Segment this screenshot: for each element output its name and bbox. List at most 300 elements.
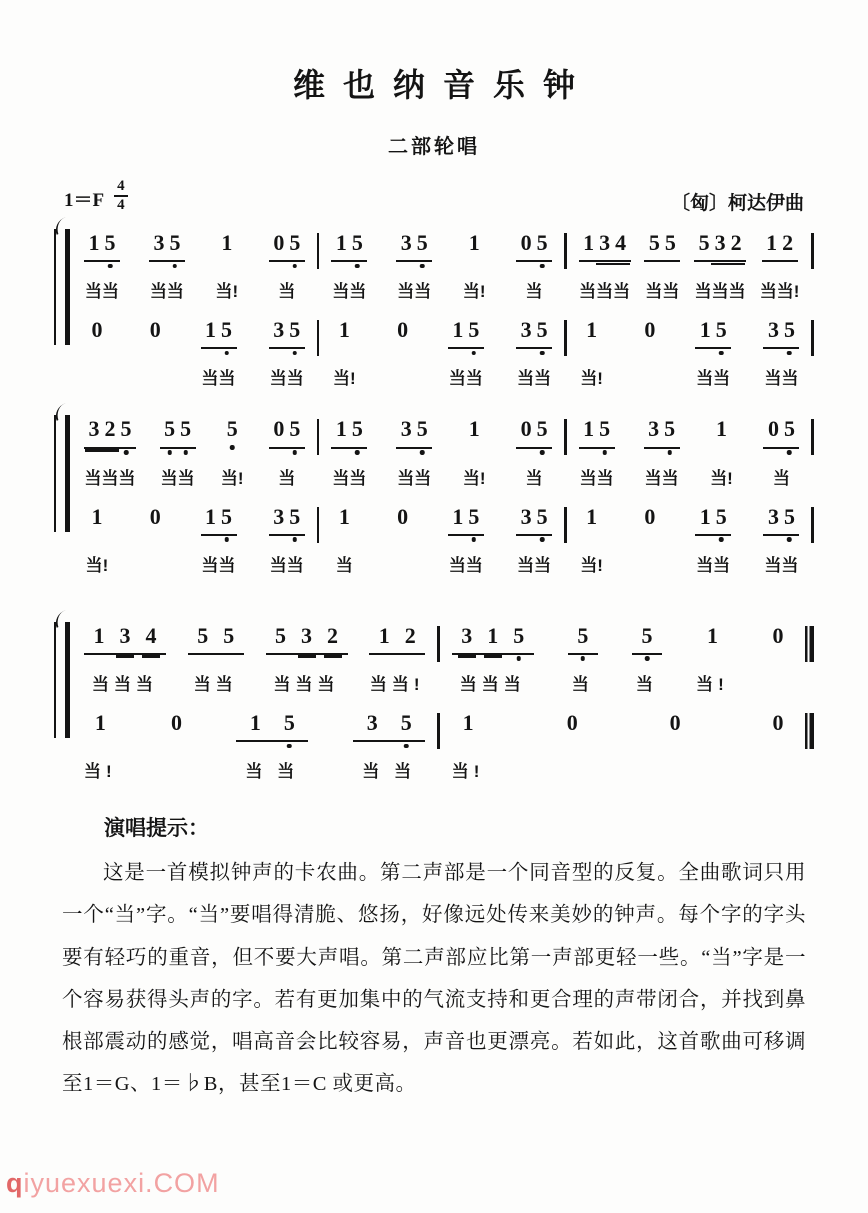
system-lines <box>72 417 814 575</box>
rest-digit: 0 <box>566 709 578 735</box>
note-group <box>516 231 552 302</box>
lyric: 当 <box>525 282 543 302</box>
note-group <box>266 624 348 695</box>
note-digit: 2 <box>404 622 416 648</box>
note-group <box>568 624 598 695</box>
note-digits <box>660 711 690 742</box>
note-digit: 3 <box>273 317 285 343</box>
note-digit: 1 <box>766 230 778 255</box>
note-group <box>637 318 663 387</box>
note-digit: 3 <box>400 230 412 255</box>
lyric: 当 <box>278 282 296 302</box>
note-group <box>84 318 110 387</box>
note-group <box>579 505 605 576</box>
note-digit: 1 <box>249 709 261 735</box>
lyric: 当当 <box>269 555 304 575</box>
note-group <box>694 231 746 302</box>
note-group <box>695 505 731 576</box>
note-digits <box>396 231 432 262</box>
song-subtitle: 二部轮唱 <box>388 136 480 158</box>
note-digits <box>396 417 432 448</box>
final-barline-icon <box>805 626 814 662</box>
notes-paragraph: 这是一首模拟钟声的卡农曲。第二声部是一个同音型的反复。全曲歌词只用一个“当”字。“当”要唱得清脆、悠扬，好像远处传来美妙的钟声。每个字的字头要有轻巧的重音，但不要大声唱。第二声部应比第一声部更轻一些。“当”字是一个容易获得头声的字。若有更加集中的气流支持和更合理的声带闭合，并找到鼻根部震动的感觉，唱高音会比较容易，声音也更漂亮。若如此，这首歌曲可移调至1＝G、1＝♭B，甚至1＝C 或更高。 <box>62 862 806 1096</box>
voice-1-line <box>72 231 814 302</box>
note-digit: 5 <box>781 417 797 441</box>
key-signature: 1＝F <box>64 189 105 211</box>
note-digit: 5 <box>534 505 550 529</box>
rest-digit: 0 <box>149 503 161 529</box>
note-digit: 3 <box>712 231 728 255</box>
lyric: 当当 <box>149 282 184 302</box>
note-group <box>269 231 305 302</box>
note-group <box>461 417 487 488</box>
note-group <box>84 505 110 576</box>
lyric: 当当 <box>201 369 236 389</box>
lyric: 当当 <box>269 369 304 389</box>
note-digit: 1 <box>583 230 595 255</box>
lyric: 当! <box>451 762 485 782</box>
note-digit: 1 <box>468 416 480 442</box>
note-digit: 2 <box>102 417 118 441</box>
note-digits <box>269 505 305 536</box>
note-group <box>637 505 663 574</box>
rest-digit: 0 <box>273 230 285 255</box>
note-digit: 5 <box>287 318 303 342</box>
note-digit: 1 <box>205 317 217 343</box>
lyric: 当当 <box>193 674 238 694</box>
note-digits <box>448 505 484 536</box>
note-digit: 1 <box>716 416 728 442</box>
note-group <box>149 231 185 302</box>
note-digits <box>269 231 305 262</box>
note-digit: 1 <box>338 317 350 343</box>
note-digits <box>695 318 731 349</box>
notes-heading: 演唱提示： <box>104 817 209 841</box>
note-digit: 1 <box>707 622 718 648</box>
note-group <box>579 231 631 302</box>
lyric: 当当 <box>644 468 679 488</box>
lyric: 当! <box>696 674 729 694</box>
rest-digit: 0 <box>520 416 532 442</box>
note-digits <box>763 624 793 655</box>
lyric: 当 <box>525 468 543 488</box>
note-group <box>396 417 432 488</box>
note-digits <box>162 711 192 742</box>
note-digit: 5 <box>534 231 550 255</box>
note-digit: 3 <box>273 503 285 529</box>
note-digits <box>236 711 308 742</box>
note-digits <box>632 624 662 655</box>
rest-digit: 0 <box>91 317 103 343</box>
note-digit: 1 <box>91 503 103 529</box>
lyric: 当当当 <box>579 282 631 302</box>
lyric: 当当 <box>448 555 483 575</box>
note-digits <box>145 318 165 349</box>
rest-digit: 0 <box>520 230 532 255</box>
note-group <box>188 624 244 695</box>
lyric: 当! <box>462 468 486 488</box>
lyric: 当 <box>335 555 353 575</box>
note-digit: 5 <box>349 417 365 441</box>
note-digit: 1 <box>338 503 350 529</box>
note-digits <box>84 417 136 448</box>
lyric: 当! <box>580 369 603 389</box>
note-group <box>696 624 729 695</box>
voice-2-line <box>72 711 814 782</box>
voice-1-line <box>72 624 814 695</box>
lyric: 当! <box>215 282 239 302</box>
note-digit: 5 <box>781 505 797 529</box>
note-digit: 1 <box>221 230 233 255</box>
note-digits <box>568 624 598 655</box>
note-digit: 1 <box>93 622 105 648</box>
note-group <box>84 417 136 488</box>
note-digit: 3 <box>86 417 102 441</box>
lyric: 当当当 <box>459 674 526 694</box>
system-bracket-icon <box>54 229 70 345</box>
note-group <box>84 231 120 302</box>
lyric: 当当 <box>764 369 799 389</box>
note-digit: 5 <box>197 622 209 648</box>
rest-digit: 0 <box>644 317 656 343</box>
note-digits <box>762 231 798 262</box>
note-digit: 5 <box>662 417 678 441</box>
note-digits <box>217 231 237 262</box>
note-digit: 1 <box>485 624 501 648</box>
note-group <box>201 318 237 389</box>
note-digit: 3 <box>767 503 779 529</box>
watermark <box>6 1168 220 1199</box>
note-digit: 1 <box>699 317 711 343</box>
lyric: 当当 <box>696 369 731 389</box>
note-digits <box>582 318 602 349</box>
note-digits <box>516 417 552 448</box>
note-group <box>219 417 245 488</box>
note-digits <box>464 417 484 448</box>
note-digits <box>516 318 552 349</box>
note-digit: 5 <box>534 318 550 342</box>
watermark-bold-letter: q <box>6 1168 24 1198</box>
note-group <box>142 318 168 387</box>
note-group <box>660 711 690 780</box>
note-digit: 5 <box>162 417 178 441</box>
note-group <box>84 711 117 782</box>
lyric: 当当 <box>332 468 367 488</box>
note-group <box>448 505 484 576</box>
system-lines <box>72 231 814 389</box>
note-digits <box>557 711 587 742</box>
note-digits <box>369 624 425 655</box>
measure <box>72 505 317 576</box>
note-digit: 5 <box>664 230 676 255</box>
note-group <box>214 231 240 302</box>
note-digit: 5 <box>639 624 655 648</box>
note-group <box>269 318 305 389</box>
lyric: 当! <box>85 555 109 575</box>
note-group <box>452 624 534 695</box>
note-group <box>160 417 196 488</box>
note-digit: 3 <box>117 624 133 648</box>
note-digit: 1 <box>583 416 595 442</box>
system-lines <box>72 624 814 782</box>
note-digit: 3 <box>767 317 779 343</box>
note-digits <box>84 231 120 262</box>
note-digits <box>763 417 799 448</box>
note-digits <box>644 417 680 448</box>
note-digits <box>353 711 425 742</box>
lyric: 当当 <box>764 555 799 575</box>
note-digit: 5 <box>287 417 303 441</box>
song-title: 维也纳音乐钟 <box>292 67 593 103</box>
composer-credit: 〔匈〕柯达伊曲 <box>670 193 804 214</box>
lyric: 当当 <box>201 555 236 575</box>
note-digits <box>331 417 367 448</box>
note-digit: 5 <box>534 417 550 441</box>
note-digits <box>694 231 746 262</box>
note-group <box>452 711 485 782</box>
lyric: 当 <box>636 674 659 694</box>
note-digit: 1 <box>205 503 217 529</box>
note-digit: 1 <box>88 230 100 255</box>
note-digits <box>87 505 107 536</box>
note-digit: 1 <box>335 230 347 255</box>
note-digits <box>269 417 305 448</box>
measure <box>319 231 564 302</box>
note-digits <box>145 505 165 536</box>
note-digits <box>452 624 534 655</box>
lyric: 当 <box>571 674 594 694</box>
note-digit: 5 <box>223 622 235 648</box>
measure <box>567 231 812 302</box>
lyric: 当当! <box>759 282 800 302</box>
note-digit: 3 <box>520 317 532 343</box>
lyric: 当当 <box>160 468 195 488</box>
measure <box>72 711 437 782</box>
note-digits <box>712 417 732 448</box>
note-digit: 5 <box>287 231 303 255</box>
note-digits <box>201 318 237 349</box>
note-group <box>353 711 425 782</box>
note-digit: 3 <box>299 624 315 648</box>
lyric: 当当 <box>85 282 119 302</box>
note-digit: 1 <box>94 709 106 735</box>
lyric: 当 <box>278 468 296 488</box>
note-digit: 5 <box>398 711 414 735</box>
note-digit: 5 <box>466 318 482 342</box>
note-digits <box>453 711 483 742</box>
note-group <box>516 417 552 488</box>
note-digits <box>464 231 484 262</box>
note-digits <box>582 505 602 536</box>
note-digit: 3 <box>597 231 613 255</box>
note-group <box>369 624 425 695</box>
note-group <box>763 318 799 389</box>
note-group <box>331 318 357 389</box>
note-digit: 5 <box>414 231 430 255</box>
note-digit: 3 <box>153 230 165 255</box>
time-signature-denominator: 4 <box>117 197 125 213</box>
performance-notes <box>62 812 806 1105</box>
note-group <box>763 624 793 693</box>
note-digit: 1 <box>699 503 711 529</box>
note-digits <box>87 318 107 349</box>
note-digit: 5 <box>713 318 729 342</box>
rest-digit: 0 <box>767 416 779 442</box>
rest-digit: 0 <box>397 317 409 343</box>
note-digit: 5 <box>219 318 235 342</box>
note-digits <box>331 231 367 262</box>
measure <box>72 417 317 488</box>
measure <box>72 231 317 302</box>
lyric: 当! <box>580 555 603 575</box>
note-digit: 5 <box>219 505 235 529</box>
note-group <box>709 417 735 488</box>
note-group <box>201 505 237 576</box>
note-digits <box>763 711 793 742</box>
lyric: 当! <box>462 282 486 302</box>
note-group <box>644 231 680 302</box>
note-group <box>461 231 487 302</box>
note-digits <box>269 318 305 349</box>
note-group <box>644 417 680 488</box>
note-digit: 5 <box>575 624 591 648</box>
measure <box>440 624 805 695</box>
note-group <box>269 417 305 488</box>
lyric: 当当当 <box>694 282 746 302</box>
barline-icon <box>811 507 814 543</box>
note-digit: 1 <box>335 416 347 442</box>
lyric: 当当! <box>369 674 425 694</box>
note-digit: 5 <box>118 417 134 441</box>
rest-digit: 0 <box>171 709 183 735</box>
note-group <box>84 624 166 695</box>
measure <box>319 505 564 576</box>
note-group <box>632 624 662 695</box>
rest-digit: 0 <box>644 503 656 529</box>
measure <box>319 417 564 488</box>
note-digit: 1 <box>468 230 480 255</box>
note-digits <box>334 505 354 536</box>
lyric: 当 当 <box>245 762 300 782</box>
note-group <box>695 318 731 389</box>
rest-digit: 0 <box>669 709 681 735</box>
note-digit: 4 <box>143 624 159 648</box>
measure <box>72 318 317 389</box>
lyric: 当当 <box>645 282 680 302</box>
score <box>54 231 814 782</box>
note-digits <box>763 318 799 349</box>
note-digit: 1 <box>462 709 474 735</box>
note-digits <box>516 505 552 536</box>
note-group <box>236 711 308 782</box>
barline-icon <box>811 419 814 455</box>
note-group <box>763 711 793 780</box>
note-digits <box>393 318 413 349</box>
note-group <box>760 231 800 302</box>
score-system-2 <box>54 417 814 575</box>
lyric: 当当 <box>448 369 483 389</box>
key-time-signature <box>64 178 128 215</box>
note-group <box>579 318 605 389</box>
system-bracket-icon <box>54 622 70 738</box>
rest-digit: 0 <box>397 503 409 529</box>
note-digits <box>266 624 348 655</box>
lyric: 当当 <box>397 468 432 488</box>
note-group <box>557 711 587 780</box>
note-digits <box>448 318 484 349</box>
note-digit: 2 <box>782 230 794 255</box>
note-digit: 5 <box>781 318 797 342</box>
note-digits <box>85 711 115 742</box>
measure <box>567 417 812 488</box>
voice-2-line <box>72 505 814 576</box>
note-digits <box>222 417 242 448</box>
note-digit: 1 <box>586 503 598 529</box>
measure <box>567 505 812 576</box>
lyric: 当当当 <box>84 468 136 488</box>
note-digit: 5 <box>511 624 527 648</box>
score-system-3 <box>54 624 814 782</box>
note-group <box>516 505 552 576</box>
lyric: 当当 <box>332 282 367 302</box>
note-group <box>142 505 168 574</box>
note-digits <box>579 417 615 448</box>
note-digits <box>695 505 731 536</box>
note-digits <box>640 505 660 536</box>
measure <box>440 711 805 782</box>
note-digit: 1 <box>452 503 464 529</box>
note-digit: 3 <box>520 503 532 529</box>
note-group <box>448 318 484 389</box>
note-group <box>396 231 432 302</box>
lyric: 当当 <box>517 555 552 575</box>
note-digits <box>516 231 552 262</box>
note-digits <box>640 318 660 349</box>
lyric: 当当 <box>579 468 614 488</box>
note-group <box>331 417 367 488</box>
note-digit: 5 <box>414 417 430 441</box>
note-digit: 3 <box>459 624 475 648</box>
note-digit: 1 <box>586 317 598 343</box>
note-digit: 5 <box>713 505 729 529</box>
note-group <box>763 505 799 576</box>
note-digit: 5 <box>349 231 365 255</box>
note-group <box>390 318 416 387</box>
note-digits <box>763 505 799 536</box>
note-group <box>390 505 416 574</box>
rest-digit: 0 <box>273 416 285 442</box>
note-digit: 5 <box>287 505 303 529</box>
final-barline-icon <box>805 713 814 749</box>
note-group <box>162 711 192 780</box>
note-digit: 5 <box>167 231 183 255</box>
measure <box>319 318 564 389</box>
note-digits <box>644 231 680 262</box>
note-digits <box>334 318 354 349</box>
note-group <box>516 318 552 389</box>
note-digit: 5 <box>281 711 297 735</box>
note-group <box>763 417 799 488</box>
note-group <box>579 417 615 488</box>
note-digit: 2 <box>325 624 341 648</box>
note-digit: 2 <box>728 231 744 255</box>
system-bracket-icon <box>54 415 70 531</box>
lyric: 当 当 <box>362 762 417 782</box>
note-digit: 5 <box>178 417 194 441</box>
rest-digit: 0 <box>772 622 784 648</box>
note-digits <box>393 505 413 536</box>
voice-2-line <box>72 318 814 389</box>
